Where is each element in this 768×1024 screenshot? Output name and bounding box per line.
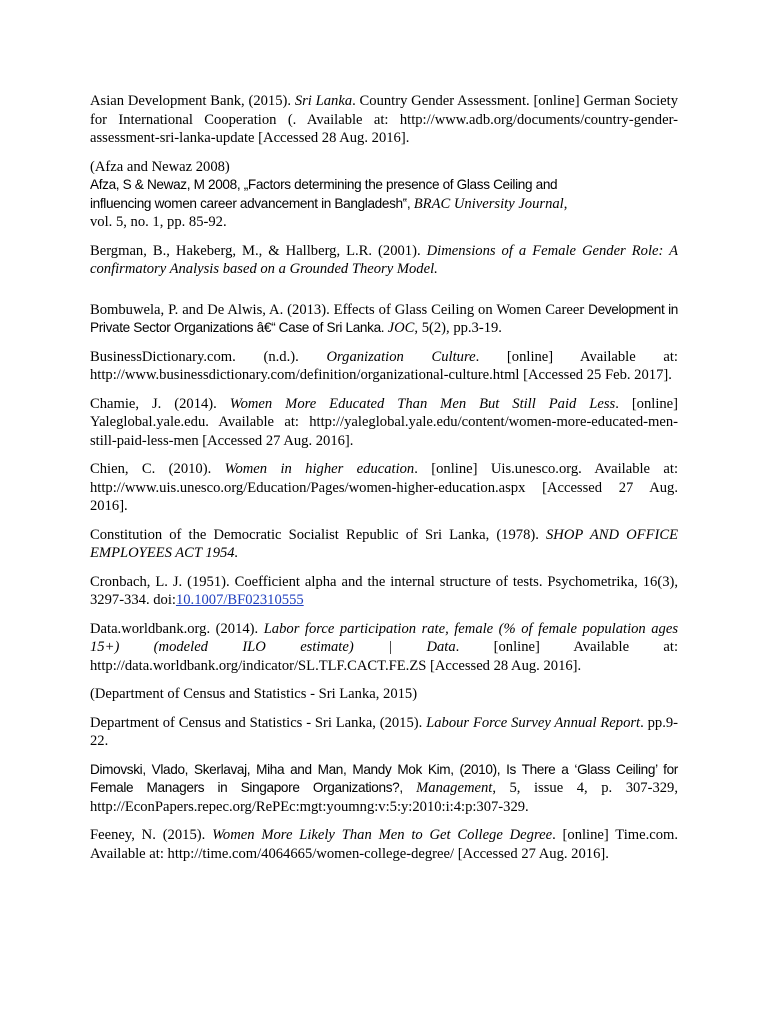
reference-feeney (90, 826, 678, 863)
reference-text: Afza, S & Newaz, M 2008, „Factors determining the presence of Glass Ceiling and (90, 177, 558, 192)
reference-census-cite (90, 685, 678, 704)
reference-title: Organization Culture (326, 348, 476, 365)
reference-text: Asian Development Bank, (2015). (90, 93, 295, 109)
reference-text: . pp.9-22. (90, 714, 678, 749)
reference-title: SHOP AND OFFICE EMPLOYEES ACT 1954. (90, 526, 678, 561)
reference-title: Labor force participation rate, female (% of female population ages 15+) (modeled ILO estimate) | Data (90, 620, 678, 655)
reference-text: Department of Census and Statistics - Sri Lanka, (2015). (90, 714, 427, 731)
reference-text: , 5(2), pp.3-19. (414, 320, 502, 336)
in-text-citation: (Department of Census and Statistics - Sri Lanka, 2015) (90, 686, 418, 702)
reference-census (90, 714, 678, 751)
reference-text: . [online] Available at: http://www.businessdictionary.com/definition/organizational-culture.html [Accessed 25 Feb. 2017]. (90, 348, 678, 383)
reference-constitution (90, 526, 678, 563)
reference-text: . [online] Time.com. Available at: http://time.com/4064665/women-college-degree/ [Accessed 27 Aug. 2016]. (90, 827, 679, 862)
reference-text: . [online] Uis.unesco.org. Available at: http://www.uis.unesco.org/Education/Pages/women-higher-education.aspx [Accessed 27 Aug. 2016]. (90, 461, 678, 514)
reference-dimovski (90, 761, 678, 817)
reference-chamie (90, 395, 678, 451)
reference-text: Constitution of the Democratic Socialist Republic of Sri Lanka, (1978). (90, 526, 546, 543)
in-text-citation: (Afza and Newaz 2008) (90, 158, 230, 175)
reference-bergman (90, 242, 678, 279)
reference-title: Women More Likely Than Men to Get College Degree (212, 827, 553, 843)
reference-title: Labour Force Survey Annual Report (426, 714, 641, 731)
reference-text: Feeney, N. (2015). (90, 827, 213, 843)
reference-bombuwela (90, 301, 678, 338)
reference-worldbank (90, 620, 678, 676)
doi-link[interactable]: 10.1007/BF02310555 (175, 592, 304, 608)
reference-text: influencing women career advancement in Bangladesh‟, (90, 195, 414, 211)
reference-text: . [online] Yaleglobal.yale.edu. Available at: http://yaleglobal.yale.edu/content/women-more-educated-men-still-paid-less-men [Accessed 27 Aug. 2016]. (90, 395, 679, 449)
reference-text: . Country Gender Assessment. [online] German Society for International Cooperation (. Available at: http://www.adb.org/documents/country-gender-assessment-sri-lanka-update [Accessed 28 Aug. 2016]. (90, 93, 678, 146)
reference-text: Chien, C. (2010). (90, 461, 225, 477)
reference-text: Chamie, J. (2014). (90, 395, 230, 412)
reference-title: Women More Educated Than Men But Still Paid Less (229, 395, 616, 412)
reference-text: Development in Private Sector Organizations â€“ Case of Sri Lanka. (90, 301, 678, 335)
reference-text: vol. 5, no. 1, pp. 85-92. (90, 214, 227, 230)
reference-businessdictionary (90, 348, 678, 385)
reference-journal: JOC (387, 320, 415, 336)
reference-title: Women in higher education (224, 461, 415, 477)
reference-text: Dimovski, Vlado, Skerlavaj, Miha and Man, Mandy Mok Kim, (2010), Is There a ‘Glass Ceiling’ for Female Managers in Singapore Organizations?, (90, 761, 678, 795)
reference-title: Sri Lanka (294, 93, 353, 109)
reference-text: BusinessDictionary.com. (n.d.). (90, 348, 327, 365)
reference-text: . [online] Available at: http://data.worldbank.org/indicator/SL.TLF.CACT.FE.ZS [Accessed 28 Aug. 2016]. (90, 639, 679, 674)
reference-title: Dimensions of a Female Gender Role: A confirmatory Analysis based on a Grounded Theory Model. (90, 242, 678, 277)
reference-text: , 5, issue 4, p. 307-329, http://EconPapers.repec.org/RePEc:mgt:youmng:v:5:y:2010:i:4:p:307-329. (90, 780, 678, 815)
reference-text: Data.worldbank.org. (2014). (90, 620, 264, 637)
reference-text: Bombuwela, P. and De Alwis, A. (2013). Effects of Glass Ceiling on Women Career (90, 301, 589, 318)
reference-text: Cronbach, L. J. (1951). Coefficient alpha and the internal structure of tests. Psychometrika, 16(3), 3297-334. doi: (90, 573, 678, 608)
reference-journal: Management (416, 780, 493, 796)
reference-chien (90, 460, 678, 516)
reference-adb (90, 92, 678, 148)
reference-text: Bergman, B., Hakeberg, M., & Hallberg, L.R. (2001). (90, 242, 427, 259)
reference-journal: BRAC University Journal (413, 195, 564, 212)
reference-cronbach (90, 573, 678, 610)
reference-text: , (563, 195, 568, 212)
reference-afza (90, 158, 678, 232)
